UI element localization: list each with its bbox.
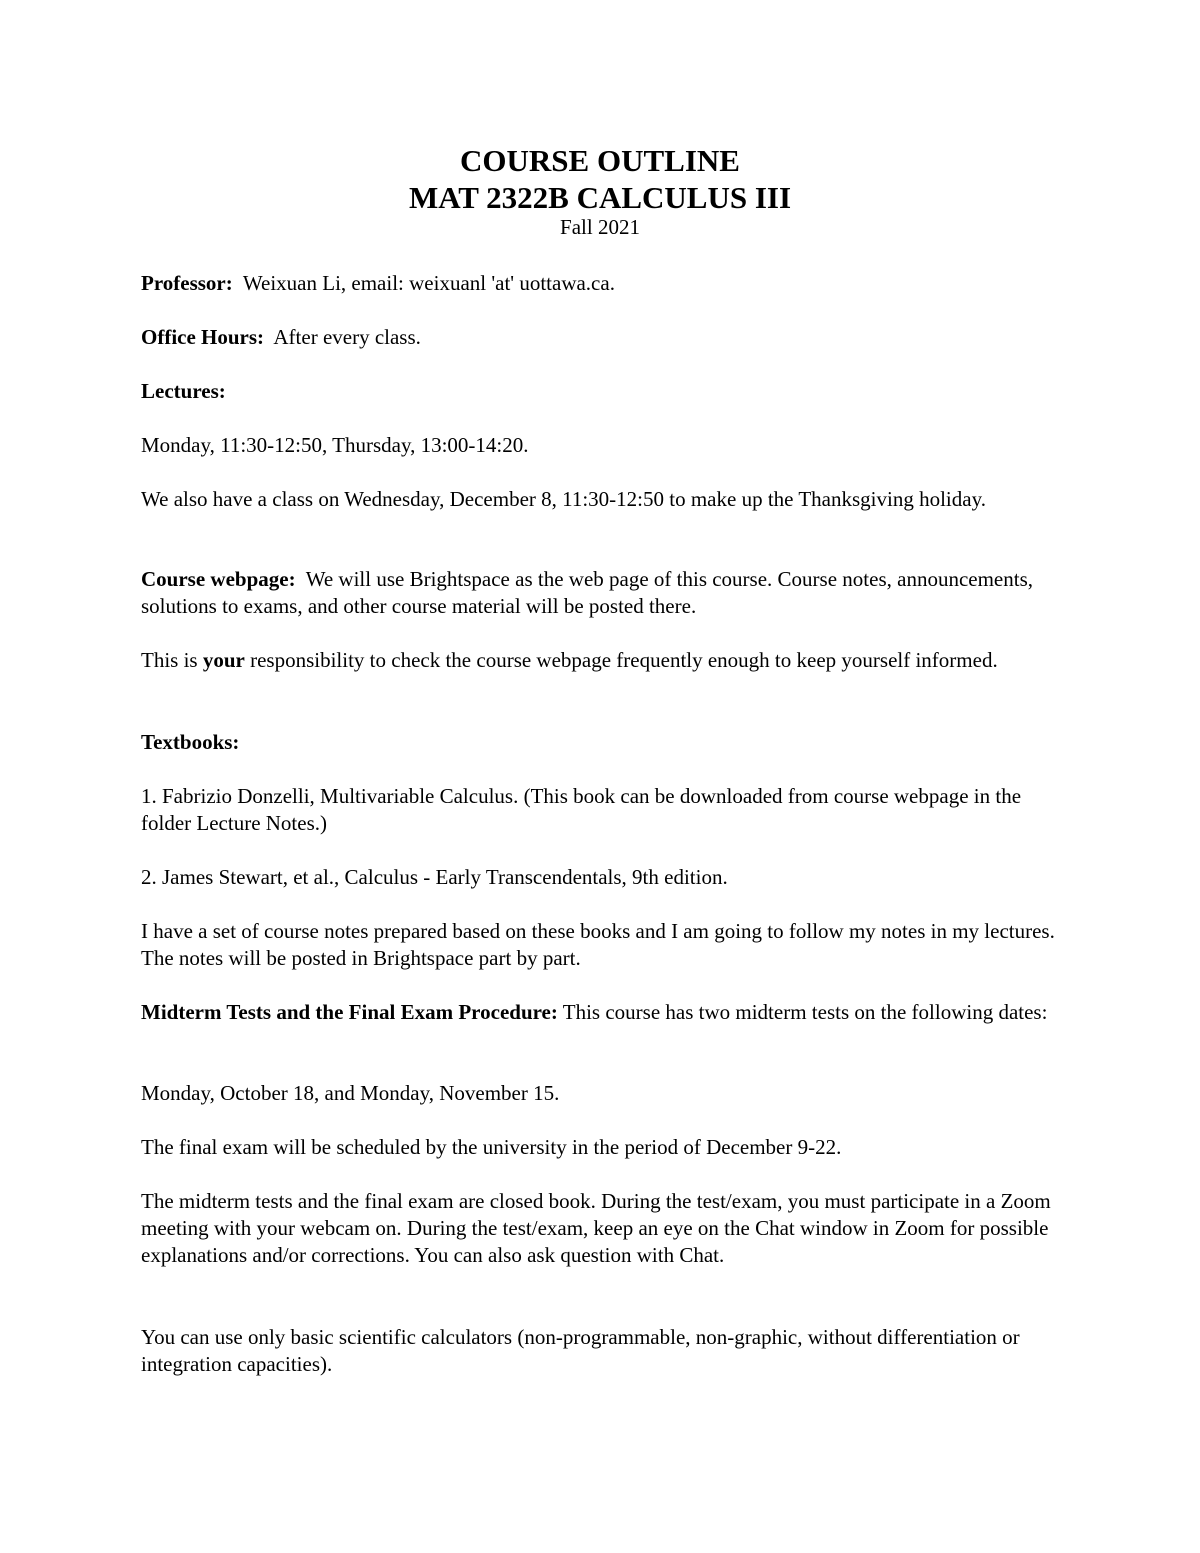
course-title: MAT 2322B CALCULUS III (408, 180, 792, 215)
professor-text: Weixuan Li, email: weixuanl 'at' uottawa.ca. (242, 271, 615, 295)
course-webpage-paragraph (141, 566, 1071, 620)
textbook-1: 1. Fabrizio Donzelli, Multivariable Calculus. (This book can be downloaded from course webpage in the folder Lecture Notes.) (141, 784, 1022, 835)
exams-paragraph (141, 999, 1071, 1026)
responsibility-emphasis: your (202, 648, 245, 672)
exams-label: Midterm Tests and the Final Exam Procedure: (141, 1000, 558, 1024)
professor-line (141, 270, 1071, 297)
responsibility-paragraph (141, 647, 1071, 674)
exams-intro: This course has two midterm tests on the following dates: (562, 1000, 1048, 1024)
textbook-2: 2. James Stewart, et al., Calculus - Early Transcendentals, 9th edition. (141, 865, 728, 889)
term-label: Fall 2021 (560, 215, 640, 239)
responsibility-suffix: responsibility to check the course webpage frequently enough to keep yourself informed. (250, 648, 998, 672)
calculator-policy: You can use only basic scientific calculators (non-programmable, non-graphic, without differentiation or integration capacities). (141, 1325, 1020, 1376)
office-hours-label: Office Hours: (141, 325, 265, 349)
lectures-makeup: We also have a class on Wednesday, December 8, 11:30-12:50 to make up the Thanksgiving holiday. (141, 487, 986, 511)
lectures-schedule: Monday, 11:30-12:50, Thursday, 13:00-14:20. (141, 433, 529, 457)
textbooks-heading: Textbooks: (141, 730, 240, 754)
professor-label: Professor: (141, 271, 233, 295)
office-hours-line (141, 324, 1071, 351)
course-webpage-text: We will use Brightspace as the web page of this course. Course notes, announcements, solutions to exams, and other course material will be posted there. (141, 567, 1033, 618)
midterm-dates: Monday, October 18, and Monday, November 15. (141, 1081, 560, 1105)
exam-procedure: The midterm tests and the final exam are closed book. During the test/exam, you must participate in a Zoom meeting with your webcam on. During the test/exam, keep an eye on the Chat window in Zoom for possible explanations and/or corrections. You can also ask question with Chat. (141, 1189, 1051, 1267)
course-webpage-label: Course webpage: (141, 567, 296, 591)
final-exam-period: The final exam will be scheduled by the university in the period of December 9-22. (141, 1135, 842, 1159)
course-notes-paragraph: I have a set of course notes prepared based on these books and I am going to follow my notes in my lectures. The notes will be posted in Brightspace part by part. (141, 919, 1055, 970)
office-hours-text: After every class. (273, 325, 421, 349)
responsibility-prefix: This is (141, 648, 198, 672)
doc-title: COURSE OUTLINE (460, 143, 740, 178)
lectures-heading: Lectures: (141, 379, 226, 403)
